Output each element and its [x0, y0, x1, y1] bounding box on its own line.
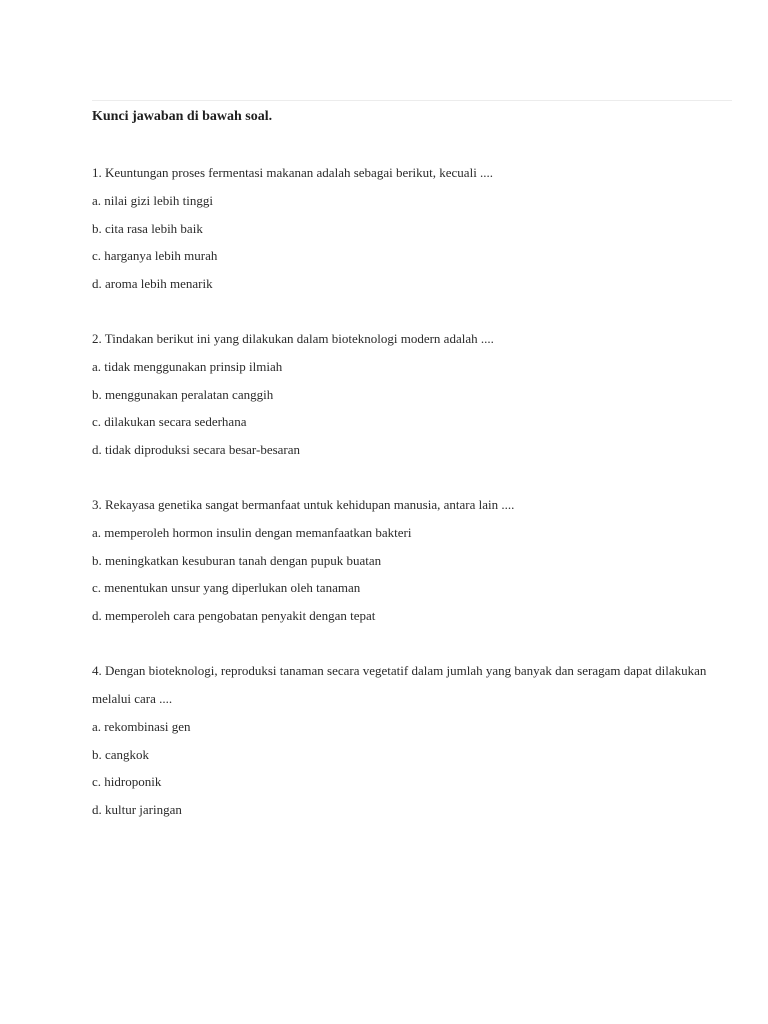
option-b: b. cangkok — [92, 746, 150, 762]
option-b: b. meningkatkan kesuburan tanah dengan pupuk buatan — [92, 552, 382, 568]
question-text: 4. Dengan bioteknologi, reproduksi tanaman secara vegetatif dalam jumlah yang banyak dan seragam dapat dilakukan melalui cara .... — [92, 663, 707, 706]
question-text: 2. Tindakan berikut ini yang dilakukan dalam bioteknologi modern adalah .... — [92, 331, 494, 346]
option-c: c. menentukan unsur yang diperlukan oleh tanaman — [92, 580, 361, 595]
option-a: a. rekombinasi gen — [92, 719, 191, 734]
option-c: c. dilakukan secara sederhana — [92, 414, 247, 429]
option-a: a. memperoleh hormon insulin dengan memanfaatkan bakteri — [92, 525, 412, 540]
option-d: d. aroma lebih menarik — [92, 275, 213, 291]
option-d: d. tidak diproduksi secara besar-besaran — [92, 441, 301, 457]
question-2 — [92, 325, 732, 463]
question-1 — [92, 159, 732, 297]
question-3 — [92, 491, 732, 629]
option-d: d. memperoleh cara pengobatan penyakit dengan tepat — [92, 607, 376, 623]
top-divider — [92, 100, 732, 101]
question-text: 1. Keuntungan proses fermentasi makanan adalah sebagai berikut, kecuali .... — [92, 165, 494, 180]
option-a: a. nilai gizi lebih tinggi — [92, 193, 213, 208]
option-c: c. hidroponik — [92, 774, 162, 789]
option-b: b. cita rasa lebih baik — [92, 220, 203, 236]
option-d: d. kultur jaringan — [92, 801, 182, 817]
option-b: b. menggunakan peralatan canggih — [92, 386, 274, 402]
question-4 — [92, 657, 732, 823]
question-text: 3. Rekayasa genetika sangat bermanfaat untuk kehidupan manusia, antara lain .... — [92, 497, 515, 512]
option-c: c. harganya lebih murah — [92, 248, 218, 263]
option-a: a. tidak menggunakan prinsip ilmiah — [92, 359, 283, 374]
answer-key-note: Kunci jawaban di bawah soal. — [92, 109, 273, 124]
